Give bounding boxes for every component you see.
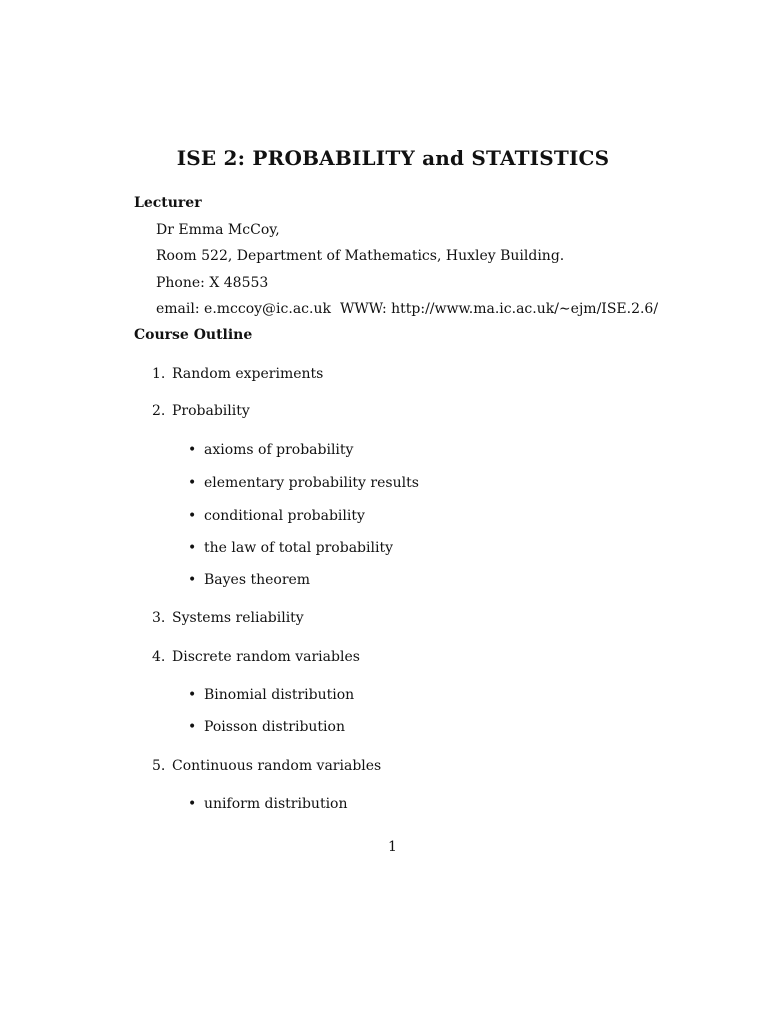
lecturer-room: Room 522, Department of Mathematics, Huxley Building. [156,248,565,264]
outline-item-label: Continuous random variables [172,758,382,774]
outline-item [152,610,304,626]
bullet-item [188,475,419,491]
lecturer-email: email: e.mccoy@ic.ac.uk [156,301,331,317]
bullet-icon: • [188,540,197,556]
outline-item-number: 5. [152,758,166,774]
bullet-label: Poisson distribution [204,719,345,735]
outline-item-label: Systems reliability [172,610,304,626]
bullet-item [188,572,310,588]
bullet-item [188,796,348,812]
bullet-icon: • [188,508,197,524]
page-number: 1 [388,839,397,855]
bullet-icon: • [188,719,197,735]
bullet-item [188,540,393,556]
bullet-label: conditional probability [204,508,365,524]
page-title: ISE 2: PROBABILITY and STATISTICS [176,146,610,170]
bullet-label: axioms of probability [204,442,354,458]
bullet-icon: • [188,475,197,491]
outline-item-label: Discrete random variables [172,649,360,665]
lecturer-heading: Lecturer [134,195,202,211]
bullet-icon: • [188,572,197,588]
outline-item-number: 4. [152,649,166,665]
outline-item [152,366,323,382]
lecturer-name: Dr Emma McCoy, [156,222,280,238]
bullet-icon: • [188,796,197,812]
outline-item [152,649,360,665]
outline-item-label: Probability [172,403,250,419]
outline-item [152,758,381,774]
outline-item-number: 1. [152,366,166,382]
bullet-icon: • [188,687,197,703]
bullet-item [188,508,365,524]
lecturer-www: WWW: http://www.ma.ic.ac.uk/∼ejm/ISE.2.6/ [340,301,659,317]
bullet-item [188,442,353,458]
outline-item-label: Random experiments [172,366,324,382]
bullet-label: Binomial distribution [204,687,355,703]
outline-item-number: 2. [152,403,166,419]
bullet-label: elementary probability results [204,475,419,491]
outline-item-number: 3. [152,610,166,626]
bullet-label: Bayes theorem [204,572,311,588]
bullet-icon: • [188,442,197,458]
bullet-label: the law of total probability [204,540,393,556]
lecturer-phone: Phone: X 48553 [156,275,269,291]
outline-item [152,403,250,419]
bullet-item [188,719,345,735]
bullet-label: uniform distribution [204,796,348,812]
course-outline-heading: Course Outline [134,327,253,343]
bullet-item [188,687,354,703]
